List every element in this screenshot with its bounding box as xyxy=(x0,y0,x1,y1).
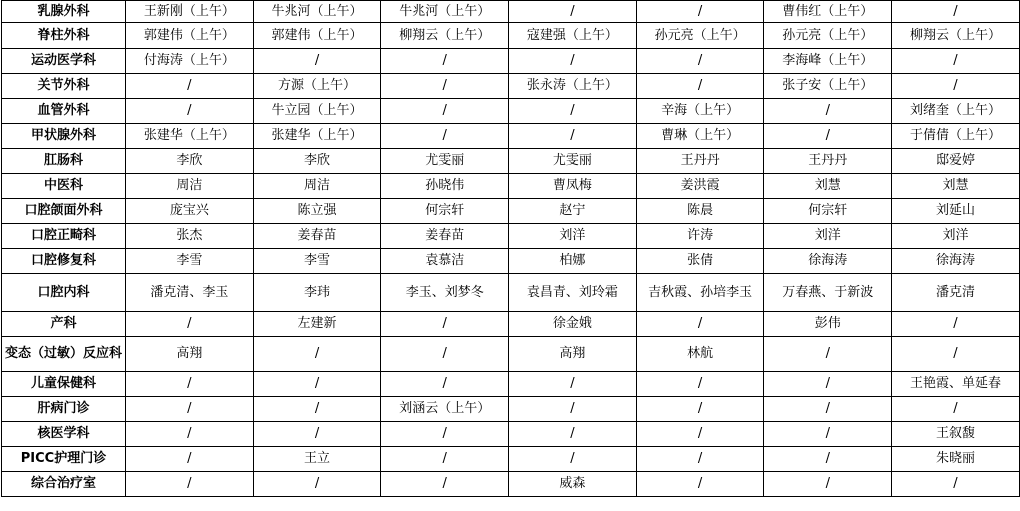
schedule-cell: 左建新 xyxy=(253,312,381,337)
department-name: 肝病门诊 xyxy=(2,397,126,422)
schedule-cell: 张倩 xyxy=(636,249,764,274)
schedule-cell: 李海峰（上午） xyxy=(764,49,892,74)
schedule-cell: 姜春苗 xyxy=(253,224,381,249)
table-row xyxy=(2,49,1020,74)
schedule-cell: / xyxy=(892,1,1020,23)
schedule-cell: / xyxy=(892,337,1020,372)
schedule-cell: 辛海（上午） xyxy=(636,99,764,124)
department-name: 甲状腺外科 xyxy=(2,124,126,149)
schedule-cell: 李雪 xyxy=(253,249,381,274)
table-row xyxy=(2,224,1020,249)
schedule-cell: 刘洋 xyxy=(509,224,637,249)
schedule-cell: / xyxy=(253,422,381,447)
schedule-cell: / xyxy=(892,312,1020,337)
schedule-cell: / xyxy=(509,99,637,124)
schedule-cell: / xyxy=(636,397,764,422)
schedule-cell: / xyxy=(892,49,1020,74)
schedule-cell: 张永涛（上午） xyxy=(509,74,637,99)
department-name: 乳腺外科 xyxy=(2,1,126,23)
schedule-cell: / xyxy=(764,397,892,422)
schedule-cell: 李欣 xyxy=(253,149,381,174)
schedule-cell: / xyxy=(509,447,637,472)
schedule-cell: / xyxy=(253,472,381,497)
schedule-cell: / xyxy=(636,422,764,447)
schedule-cell: 吉秋霞、孙培李玉 xyxy=(636,274,764,312)
schedule-cell: / xyxy=(381,372,509,397)
department-name: 关节外科 xyxy=(2,74,126,99)
table-row xyxy=(2,274,1020,312)
schedule-cell: / xyxy=(892,472,1020,497)
schedule-cell: 徐海涛 xyxy=(764,249,892,274)
schedule-cell: / xyxy=(253,372,381,397)
schedule-cell: / xyxy=(253,337,381,372)
department-name: 中医科 xyxy=(2,174,126,199)
table-row xyxy=(2,74,1020,99)
schedule-cell: 刘绪奎（上午） xyxy=(892,99,1020,124)
table-row xyxy=(2,472,1020,497)
schedule-cell: / xyxy=(126,422,254,447)
schedule-cell: 王艳霞、单延春 xyxy=(892,372,1020,397)
schedule-cell: / xyxy=(764,447,892,472)
schedule-cell: 牛兆河（上午） xyxy=(381,1,509,23)
schedule-cell: / xyxy=(381,337,509,372)
schedule-cell: / xyxy=(126,312,254,337)
schedule-cell: 周洁 xyxy=(253,174,381,199)
schedule-cell: 潘克清、李玉 xyxy=(126,274,254,312)
schedule-cell: 彭伟 xyxy=(764,312,892,337)
schedule-cell: 威森 xyxy=(509,472,637,497)
table-row xyxy=(2,124,1020,149)
table-row xyxy=(2,249,1020,274)
table-row xyxy=(2,447,1020,472)
schedule-cell: 李玮 xyxy=(253,274,381,312)
department-name: 儿童保健科 xyxy=(2,372,126,397)
schedule-cell: / xyxy=(636,472,764,497)
schedule-cell: 王丹丹 xyxy=(636,149,764,174)
schedule-cell: 李雪 xyxy=(126,249,254,274)
schedule-cell: / xyxy=(126,99,254,124)
schedule-cell: 孙元亮（上午） xyxy=(764,23,892,49)
table-row xyxy=(2,422,1020,447)
schedule-cell: 何宗轩 xyxy=(764,199,892,224)
schedule-cell: / xyxy=(764,472,892,497)
schedule-cell: 刘涵云（上午） xyxy=(381,397,509,422)
schedule-cell: 张建华（上午） xyxy=(126,124,254,149)
table-row xyxy=(2,312,1020,337)
schedule-cell: 周洁 xyxy=(126,174,254,199)
department-name: 产科 xyxy=(2,312,126,337)
schedule-cell: 张建华（上午） xyxy=(253,124,381,149)
schedule-cell: 林航 xyxy=(636,337,764,372)
schedule-cell: / xyxy=(381,422,509,447)
schedule-cell: 王立 xyxy=(253,447,381,472)
clinic-schedule-table xyxy=(1,0,1020,497)
schedule-cell: / xyxy=(126,472,254,497)
schedule-cell: 张杰 xyxy=(126,224,254,249)
schedule-cell: 柳翔云（上午） xyxy=(381,23,509,49)
schedule-body xyxy=(2,1,1020,497)
schedule-cell: 陈晨 xyxy=(636,199,764,224)
schedule-cell: / xyxy=(636,1,764,23)
schedule-cell: 王新刚（上午） xyxy=(126,1,254,23)
schedule-cell: / xyxy=(509,1,637,23)
department-name: 运动医学科 xyxy=(2,49,126,74)
schedule-cell: 袁慕洁 xyxy=(381,249,509,274)
schedule-cell: 柏娜 xyxy=(509,249,637,274)
schedule-cell: / xyxy=(381,124,509,149)
table-row xyxy=(2,174,1020,199)
schedule-cell: / xyxy=(764,99,892,124)
department-name: 口腔正畸科 xyxy=(2,224,126,249)
schedule-cell: / xyxy=(636,372,764,397)
schedule-cell: / xyxy=(636,447,764,472)
schedule-cell: 徐金娥 xyxy=(509,312,637,337)
schedule-cell: 赵宁 xyxy=(509,199,637,224)
schedule-cell: 方源（上午） xyxy=(253,74,381,99)
schedule-cell: / xyxy=(636,49,764,74)
department-name: 脊柱外科 xyxy=(2,23,126,49)
schedule-cell: 曹凤梅 xyxy=(509,174,637,199)
schedule-cell: 王丹丹 xyxy=(764,149,892,174)
schedule-cell: / xyxy=(509,124,637,149)
schedule-cell: 李玉、刘梦冬 xyxy=(381,274,509,312)
schedule-cell: / xyxy=(509,397,637,422)
table-row xyxy=(2,372,1020,397)
schedule-cell: 孙晓伟 xyxy=(381,174,509,199)
schedule-cell: / xyxy=(381,99,509,124)
table-row xyxy=(2,199,1020,224)
schedule-cell: / xyxy=(126,372,254,397)
schedule-cell: 牛兆河（上午） xyxy=(253,1,381,23)
schedule-cell: 刘延山 xyxy=(892,199,1020,224)
schedule-cell: / xyxy=(381,49,509,74)
schedule-cell: 尤雯丽 xyxy=(381,149,509,174)
schedule-cell: 庞宝兴 xyxy=(126,199,254,224)
table-row xyxy=(2,397,1020,422)
schedule-cell: / xyxy=(636,74,764,99)
schedule-cell: 陈立强 xyxy=(253,199,381,224)
schedule-cell: / xyxy=(381,74,509,99)
schedule-cell: / xyxy=(509,49,637,74)
schedule-cell: / xyxy=(253,49,381,74)
schedule-cell: 刘慧 xyxy=(892,174,1020,199)
department-name: 核医学科 xyxy=(2,422,126,447)
schedule-cell: / xyxy=(892,74,1020,99)
department-name: 口腔颌面外科 xyxy=(2,199,126,224)
schedule-cell: 姜洪霞 xyxy=(636,174,764,199)
schedule-cell: 王叙馥 xyxy=(892,422,1020,447)
department-name: 口腔修复科 xyxy=(2,249,126,274)
schedule-cell: 李欣 xyxy=(126,149,254,174)
schedule-cell: / xyxy=(764,337,892,372)
department-name: 变态（过敏）反应科 xyxy=(2,337,126,372)
schedule-cell: / xyxy=(126,397,254,422)
schedule-cell: 于倩倩（上午） xyxy=(892,124,1020,149)
schedule-cell: 付海涛（上午） xyxy=(126,49,254,74)
schedule-cell: / xyxy=(892,397,1020,422)
schedule-cell: 郭建伟（上午） xyxy=(126,23,254,49)
schedule-cell: 邸爱婷 xyxy=(892,149,1020,174)
schedule-cell: 曹琳（上午） xyxy=(636,124,764,149)
schedule-cell: 何宗轩 xyxy=(381,199,509,224)
schedule-cell: 朱晓丽 xyxy=(892,447,1020,472)
schedule-cell: / xyxy=(126,447,254,472)
department-name: 综合治疗室 xyxy=(2,472,126,497)
table-row xyxy=(2,23,1020,49)
schedule-cell: 刘洋 xyxy=(892,224,1020,249)
schedule-cell: 郭建伟（上午） xyxy=(253,23,381,49)
schedule-cell: 刘洋 xyxy=(764,224,892,249)
schedule-cell: 徐海涛 xyxy=(892,249,1020,274)
schedule-cell: 万春燕、于新波 xyxy=(764,274,892,312)
schedule-cell: 高翔 xyxy=(126,337,254,372)
schedule-cell: 许涛 xyxy=(636,224,764,249)
schedule-cell: / xyxy=(764,422,892,447)
schedule-cell: 柳翔云（上午） xyxy=(892,23,1020,49)
schedule-cell: / xyxy=(636,312,764,337)
schedule-cell: 刘慧 xyxy=(764,174,892,199)
schedule-cell: 潘克清 xyxy=(892,274,1020,312)
schedule-cell: / xyxy=(126,74,254,99)
schedule-cell: 张子安（上午） xyxy=(764,74,892,99)
schedule-cell: 姜春苗 xyxy=(381,224,509,249)
schedule-cell: / xyxy=(509,372,637,397)
schedule-cell: 高翔 xyxy=(509,337,637,372)
department-name: 肛肠科 xyxy=(2,149,126,174)
schedule-cell: / xyxy=(764,124,892,149)
schedule-cell: / xyxy=(381,447,509,472)
table-row xyxy=(2,149,1020,174)
department-name: 口腔内科 xyxy=(2,274,126,312)
schedule-cell: 牛立园（上午） xyxy=(253,99,381,124)
schedule-cell: 曹伟红（上午） xyxy=(764,1,892,23)
department-name: 血管外科 xyxy=(2,99,126,124)
schedule-cell: / xyxy=(381,312,509,337)
schedule-cell: 孙元亮（上午） xyxy=(636,23,764,49)
schedule-cell: / xyxy=(381,472,509,497)
schedule-cell: 寇建强（上午） xyxy=(509,23,637,49)
department-name: PICC护理门诊 xyxy=(2,447,126,472)
schedule-cell: / xyxy=(253,397,381,422)
table-row xyxy=(2,337,1020,372)
table-row xyxy=(2,99,1020,124)
table-row xyxy=(2,1,1020,23)
schedule-cell: / xyxy=(764,372,892,397)
schedule-cell: 袁昌青、刘玲霜 xyxy=(509,274,637,312)
schedule-cell: / xyxy=(509,422,637,447)
schedule-cell: 尤雯丽 xyxy=(509,149,637,174)
